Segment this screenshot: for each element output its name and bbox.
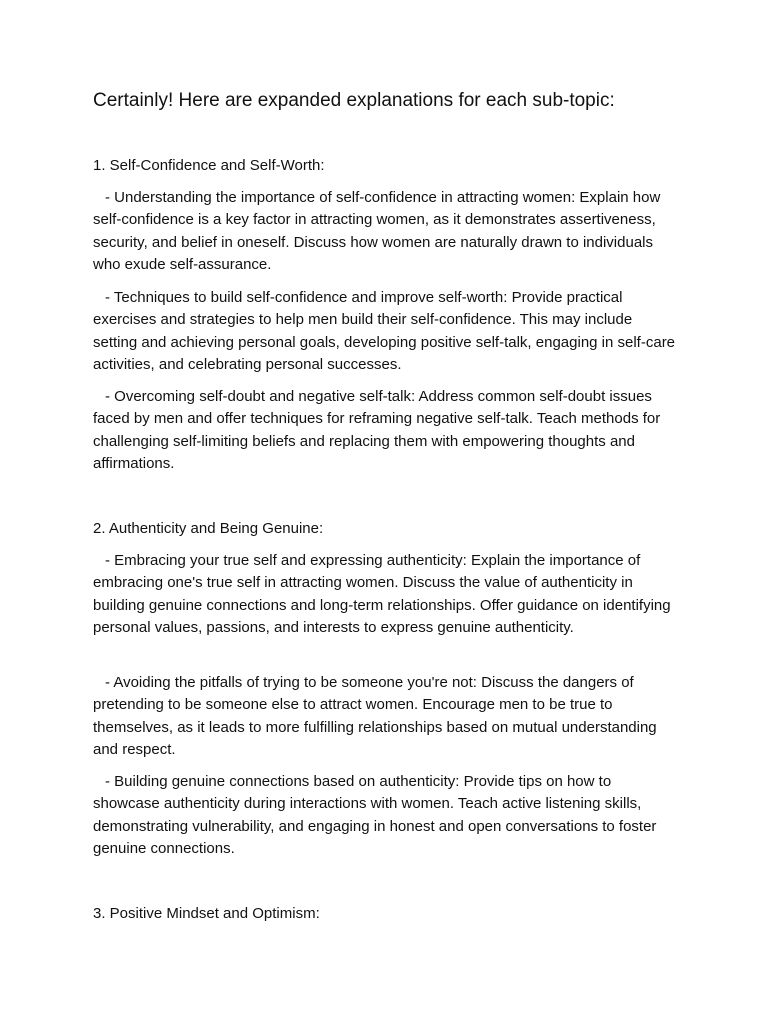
section-2-paragraph-2: - Avoiding the pitfalls of trying to be someone you're not: Discuss the dangers of pretending to be someone else to attract women. Encourage men to be true to themselves, as it leads to more fulfilling relationships based on mutual understanding and respect. (93, 674, 657, 759)
section-heading-3: 3. Positive Mindset and Optimism: (93, 905, 320, 922)
section-1-paragraph-2: - Techniques to build self-confidence and improve self-worth: Provide practical exercises and strategies to help men build their self-confidence. This may include setting and achieving personal goals, developing positive self-talk, engaging in self-care activities, and celebrating personal successes. (93, 289, 676, 374)
section-2-paragraph-1: - Embracing your true self and expressing authenticity: Explain the importance of embracing one's true self in attracting women. Discuss the value of authenticity in building genuine connections and long-term relationships. Offer guidance on identifying personal values, passions, and interests to express genuine authenticity. (93, 552, 671, 637)
section-1-paragraph-1: - Understanding the importance of self-confidence in attracting women: Explain how self-confidence is a key factor in attracting women, as it demonstrates assertiveness, security, and belief in oneself. Discuss how women are naturally drawn to individuals who exude self-assurance. (93, 189, 661, 274)
section-heading-1: 1. Self-Confidence and Self-Worth: (93, 157, 325, 174)
section-heading-2: 2. Authenticity and Being Genuine: (93, 520, 324, 537)
section-1-paragraph-3: - Overcoming self-doubt and negative self-talk: Address common self-doubt issues faced by men and offer techniques for reframing negative self-talk. Teach methods for challenging self-limiting beliefs and replacing them with empowering thoughts and affirmations. (93, 388, 661, 473)
section-2-paragraph-3: - Building genuine connections based on authenticity: Provide tips on how to showcase authenticity during interactions with women. Teach active listening skills, demonstrating vulnerability, and engaging in honest and open conversations to foster genuine connections. (93, 773, 657, 858)
intro-line: Certainly! Here are expanded explanations for each sub-topic: (93, 90, 615, 111)
